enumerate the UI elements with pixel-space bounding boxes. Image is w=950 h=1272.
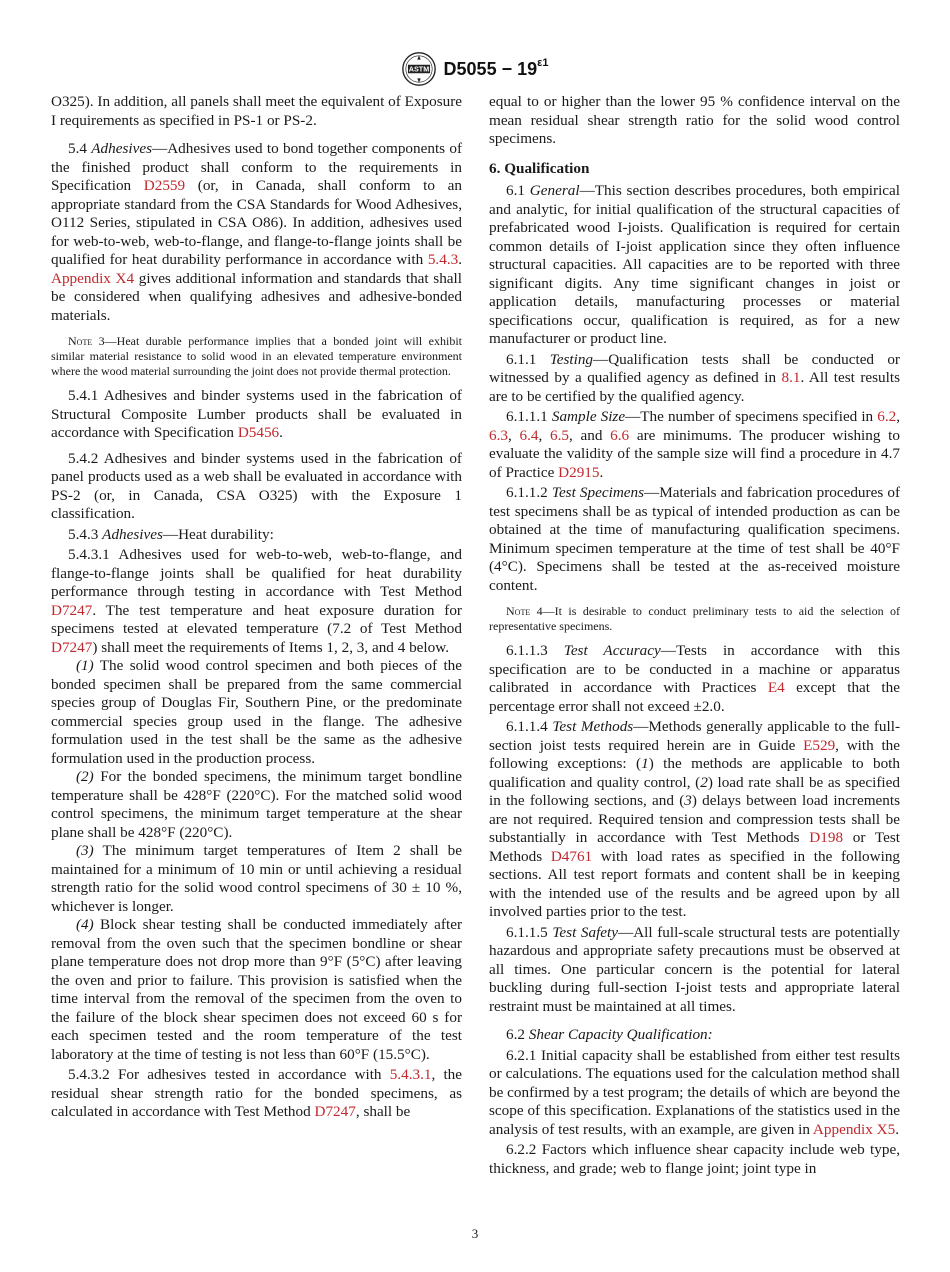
astm-logo-text: ASTM xyxy=(408,64,429,74)
section-5-4-3 xyxy=(51,526,462,545)
text-run: —Methods generally applicable to the full-section joist tests required herein are in Guide xyxy=(489,718,901,754)
section-number: 6.1 xyxy=(506,182,530,199)
link-d7247[interactable]: D7247 xyxy=(51,601,93,619)
text-run: —Tests in accordance with this specification are to be conducted in a machine or apparatus calibrated in accordance with Practices xyxy=(489,642,900,696)
text-run: , xyxy=(507,426,520,444)
note-4 xyxy=(489,604,900,634)
section-title: Test Safety xyxy=(552,923,619,941)
item-number: (1) xyxy=(76,657,94,674)
link-appendix-x5[interactable]: Appendix X5 xyxy=(812,1120,896,1138)
text-run: The solid wood control specimen and both pieces of the bonded specimen shall be prepared from the same commercial species group of Douglas Fir, Southern Pine, or the predominate commercial species group used in the flange. The adhesive formulation used in the test shall be the same as the adhesive formulation used in the production process. xyxy=(51,657,462,767)
item-number: (3) xyxy=(76,842,94,859)
section-5-4-1 xyxy=(51,387,462,443)
note-number: 3 xyxy=(92,334,105,348)
section-number: 6.1.1.2 xyxy=(506,484,552,501)
paragraph-5-3-continued: O325). In addition, all panels shall meet the equivalent of Exposure I requirements as specified in PS-1 or PS-2. xyxy=(51,93,462,129)
text-run: or Test Methods xyxy=(489,829,900,865)
note-3 xyxy=(51,334,462,379)
link-6-5[interactable]: 6.5 xyxy=(550,426,569,444)
text-run: ) load rate shall be as specified in the following sections, and ( xyxy=(489,773,900,809)
section-number: 5.4.3 xyxy=(68,525,103,543)
section-title: Test Methods xyxy=(552,718,634,735)
section-5-4 xyxy=(51,140,462,325)
link-6-4[interactable]: 6.4 xyxy=(519,426,539,444)
text-run: , the residual shear strength ratio for the bonded specimens, as calculated in accordance with Test Method xyxy=(51,1066,462,1120)
section-number: 6.2 xyxy=(506,1026,529,1043)
section-title: Test Specimens xyxy=(551,484,645,501)
text-run: —Qualification tests shall be conducted or witnessed by a qualified agency as defined in xyxy=(489,350,900,386)
section-title: Adhesives xyxy=(91,140,153,157)
section-title: General xyxy=(529,182,580,199)
item-number: (4) xyxy=(76,916,94,933)
text-run: For the bonded specimens, the minimum target bondline temperature shall be 428°F (220°C). For the matched solid wood control specimens, the minimum target temperature at the shear plane shall be 428°F (220°C). xyxy=(51,768,462,841)
section-6-1-1-4 xyxy=(489,718,900,922)
link-e4[interactable]: E4 xyxy=(767,679,785,696)
text-run: —Heat durability: xyxy=(162,525,274,543)
item-number: (2) xyxy=(76,768,94,785)
text-run: , xyxy=(538,426,550,444)
enum-number: 2 xyxy=(700,773,708,791)
paragraph-5-4-3-2-continued: equal to or higher than the lower 95 % confidence interval on the mean residual shear strength ratio for the solid wood control specimens. xyxy=(489,93,900,147)
page-header xyxy=(0,52,950,86)
section-title: Sample Size xyxy=(551,408,626,425)
text-run: 5.4.1 Adhesives and binder systems used in the fabrication of Structural Composite Lumber products shall be evaluated in accordance with Specification xyxy=(51,387,462,441)
text-run: , and xyxy=(568,426,611,444)
section-number: 5.4 xyxy=(68,140,92,157)
section-6-2-2: 6.2.2 Factors which influence shear capacity include web type, thickness, and grade; web to flange joint; joint type in xyxy=(489,1141,900,1177)
link-5-4-3[interactable]: 5.4.3 xyxy=(427,251,459,268)
section-6-1-1-1 xyxy=(489,408,900,482)
page-number: 3 xyxy=(471,1226,479,1241)
right-column xyxy=(489,93,900,1178)
section-6-1-1-3 xyxy=(489,642,900,716)
list-item-3 xyxy=(51,842,462,916)
link-appendix-x4[interactable]: Appendix X4 xyxy=(51,269,135,287)
text-run: Block shear testing shall be conducted immediately after removal from the oven such that the specimen bondline or shear plane temperature does not drop more than 9°F (5°C) after leaving the oven and prior to failure. This provision is satisfied when the time interval from the removal of the specimen from the oven to the failure of the block shear specimen does not exceed 60 s for each specimen tested and the room temperature of the test laboratory at the time of testing is not less than 60°F (15.5°C). xyxy=(51,916,462,1063)
note-label: Note xyxy=(506,604,531,618)
designation xyxy=(443,56,549,80)
section-5-4-3-2 xyxy=(51,1066,462,1122)
link-5-4-3-1[interactable]: 5.4.3.1 xyxy=(389,1066,432,1083)
text-run: . xyxy=(458,251,462,268)
text-run: ) the methods are applicable to both qualification and quality control, ( xyxy=(489,755,900,791)
text-run: , shall be xyxy=(355,1103,411,1120)
text-run: 5.4.3.2 For adhesives tested in accordance with xyxy=(68,1066,390,1083)
text-run: . The test temperature and heat exposure duration for specimens tested at elevated temperature (7.2 of Test Method xyxy=(51,601,462,637)
text-run: The minimum target temperatures of Item 2 shall be maintained for a minimum of 10 min or until achieving a residual strength ratio for the solid wood control specimens of 30 ± 10 %, whichever is longer. xyxy=(51,842,462,915)
text-run: —Adhesives used to bond together components of the finished product shall conform to the requirements in Specification xyxy=(51,140,463,194)
enum-number: 1 xyxy=(641,755,649,772)
text-run: are minimums. The producer wishing to evaluate the validity of the sample size will find a procedure in 4.7 of Practice xyxy=(489,426,900,481)
astm-logo-icon xyxy=(402,52,436,86)
text-run: 6.2.1 Initial capacity shall be established from either test results or calculations. The equations used for the calculation method shall be confirmed by a test program; the details of which are beyond the scope of this specification. Explanations of the statistics used in the analysis of test results, with an example, are given in xyxy=(489,1046,900,1138)
section-title: Test Accuracy xyxy=(563,642,661,659)
link-6-6[interactable]: 6.6 xyxy=(610,426,630,444)
note-number: 4 xyxy=(530,604,543,618)
section-6-1-1-2 xyxy=(489,484,900,595)
text-run: —The number of specimens specified in xyxy=(625,408,878,425)
section-6-1-1 xyxy=(489,351,900,407)
link-d198[interactable]: D198 xyxy=(809,829,844,846)
text-run: —All full-scale structural tests are potentially hazardous and appropriate safety precautions must be observed at all times. One particular concern is the potential for lateral buckling during full-section I-joist tests and appropriate lateral restraint must be maintained at all times. xyxy=(489,923,900,1015)
section-title: Testing xyxy=(549,350,594,368)
link-d7247[interactable]: D7247 xyxy=(314,1103,356,1120)
section-6-heading: 6. Qualification xyxy=(489,159,590,177)
section-6-1 xyxy=(489,182,900,349)
text-run: with load rates as specified in the following sections. All test report formats and content shall be in keeping with the intended use of the results and be agreed upon by all involved parties prior to the test. xyxy=(489,847,901,920)
enum-number: 3 xyxy=(684,792,692,809)
text-run: , xyxy=(896,408,901,425)
link-d4761[interactable]: D4761 xyxy=(550,847,593,865)
section-title: Adhesives xyxy=(102,525,163,543)
left-column xyxy=(51,93,462,1122)
link-e529[interactable]: E529 xyxy=(803,736,836,754)
note-label: Note xyxy=(68,334,93,348)
text-run: ) delays between load increments are not required. Required tension and compression tests shall be substantially in accordance with Test Methods xyxy=(489,792,901,846)
text-run: gives additional information and standards that shall be considered when qualifying adhesives and adhesive-bonded materials. xyxy=(51,269,462,324)
section-5-4-3-1 xyxy=(51,546,462,657)
designation-epsilon: ε1 xyxy=(537,56,549,69)
text-run: , with the following exceptions: ( xyxy=(489,736,900,772)
link-d5456[interactable]: D5456 xyxy=(237,424,280,441)
text-run: —This section describes procedures, both empirical and analytic, for initial qualification of the structural capacities of prefabricated wood I-joists. Qualification is required for certain common details of I-joist application since they often influence structural capacities. All capacities are to be reported with three significant digits. Any time significant changes in joist or application details, manufacturing processes or material specifications occur, qualification is required, as for a new manufacturer or product line. xyxy=(489,182,901,347)
section-6-1-1-5 xyxy=(489,924,900,1017)
section-6-2 xyxy=(489,1026,900,1045)
text-run: . All test results are to be certified by the qualified agency. xyxy=(489,369,900,405)
list-item-4 xyxy=(51,916,462,1064)
section-6-2-1 xyxy=(489,1047,900,1140)
link-d2915[interactable]: D2915 xyxy=(558,463,600,481)
section-number: 6.1.1.1 xyxy=(506,408,552,425)
text-run: . xyxy=(279,424,283,441)
section-number: 6.1.1.4 xyxy=(506,718,553,735)
text-run: (or, in Canada, shall conform to an appropriate standard from the CSA Standards for Wood Adhesives, O112 Series, stipulated in CSA O86). In addition, adhesives used for web-to-web, web-to-flange, and flange-to-flange joints shall be qualified for heat durability performance in accordance with xyxy=(51,177,462,268)
link-8-1[interactable]: 8.1 xyxy=(781,369,801,386)
note-text: —Heat durable performance implies that a bonded joint will exhibit similar material resistance to solid wood in an elevated temperature environment where the wood material surrounding the joint does not provide thermal protection. xyxy=(51,334,462,378)
text-run: except that the percentage error shall not exceed ±2.0. xyxy=(489,679,900,715)
link-6-3[interactable]: 6.3 xyxy=(489,426,508,444)
text-run: . xyxy=(895,1120,899,1138)
designation-number: D5055 − 19 xyxy=(443,58,538,79)
list-item-2 xyxy=(51,768,462,842)
text-run: ) shall meet the requirements of Items 1, 2, 3, and 4 below. xyxy=(92,638,450,656)
text-run: —Materials and fabrication procedures of test specimens shall be as typical of intended production as can be obtained at the time of manufacturing qualification specimens. Minimum specimen temperature at the time of test shall be 40°F (4°C). Specimens shall be tested at the as-received moisture content. xyxy=(489,484,901,594)
link-6-2[interactable]: 6.2 xyxy=(877,408,897,425)
note-text: —It is desirable to conduct preliminary tests to aid the selection of representative specimens. xyxy=(489,604,900,633)
text-run: . xyxy=(599,463,604,481)
text-run: 5.4.3.1 Adhesives used for web-to-web, web-to-flange, and flange-to-flange joints shall be qualified for heat durability performance through testing in accordance with Test Method xyxy=(51,546,462,600)
section-number: 6.1.1 xyxy=(506,350,550,368)
link-d2559[interactable]: D2559 xyxy=(143,177,186,194)
link-d7247[interactable]: D7247 xyxy=(51,638,93,656)
section-number: 6.1.1.5 xyxy=(506,923,553,941)
list-item-1 xyxy=(51,657,462,768)
section-5-4-2: 5.4.2 Adhesives and binder systems used in the fabrication of panel products used as a web shall be evaluated in accordance with PS-2 (or, in Canada, CSA O325) with the Exposure 1 classification. xyxy=(51,449,462,522)
section-number: 6.1.1.3 xyxy=(506,642,564,659)
section-title: Shear Capacity Qualification: xyxy=(528,1026,713,1043)
